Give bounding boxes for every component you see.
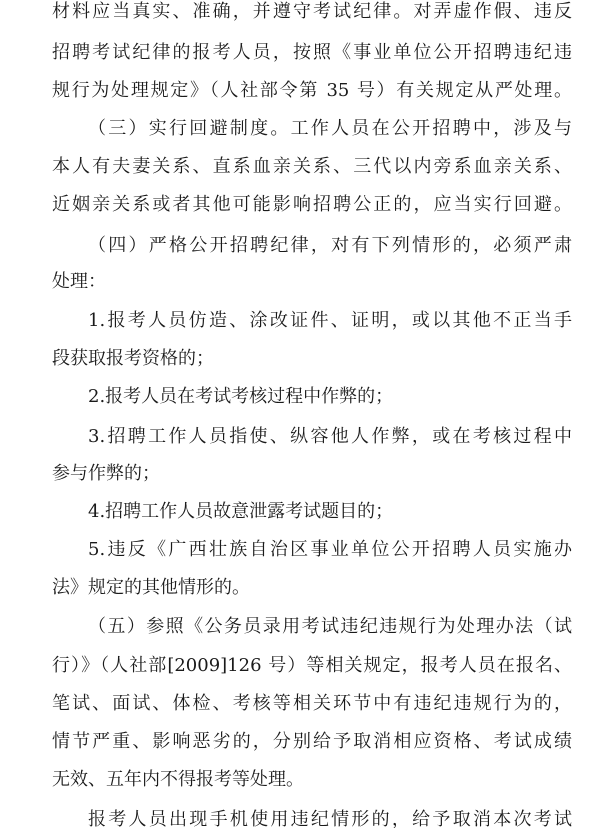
paragraph-line: 行）》（人社部[2009]126 号）等相关规定，报考人员在报名、 bbox=[52, 655, 572, 676]
paragraph-line: 招聘考试纪律的报考人员，按照《事业单位公开招聘违纪违 bbox=[52, 42, 572, 63]
paragraph-line: 笔试、面试、体检、考核等相关环节中有违纪违规行为的， bbox=[52, 693, 572, 714]
paragraph-line: 法》规定的其他情形的。 bbox=[52, 577, 250, 598]
paragraph-line: 参与作弊的； bbox=[52, 463, 160, 484]
list-item-4: 4.招聘工作人员故意泄露考试题目的； bbox=[88, 501, 394, 522]
paragraph-line: 处理： bbox=[52, 271, 106, 292]
list-item-3: 3.招聘工作人员指使、纵容他人作弊，或在考核过程中 bbox=[88, 426, 572, 447]
list-item-2: 2.报考人员在考试考核过程中作弊的； bbox=[88, 386, 394, 407]
paragraph-line: 近姻亲关系或者其他可能影响招聘公正的，应当实行回避。 bbox=[52, 194, 572, 215]
paragraph-line: 报考人员出现手机使用违纪情形的，给予取消本次考试 bbox=[88, 809, 572, 828]
list-item-5: 5.违反《广西壮族自治区事业单位公开招聘人员实施办 bbox=[88, 539, 572, 560]
section-heading-three: （三）实行回避制度。工作人员在公开招聘中，涉及与 bbox=[88, 118, 572, 139]
list-item-1: 1.报考人员仿造、涂改证件、证明，或以其他不正当手 bbox=[88, 310, 572, 331]
paragraph-line: 无效、五年内不得报考等处理。 bbox=[52, 769, 304, 790]
paragraph-line: 规行为处理规定》（人社部令第 35 号）有关规定从严处理。 bbox=[52, 80, 572, 101]
section-heading-four: （四）严格公开招聘纪律，对有下列情形的，必须严肃 bbox=[88, 235, 572, 256]
paragraph-line: 本人有夫妻关系、直系血亲关系、三代以内旁系血亲关系、 bbox=[52, 156, 572, 177]
paragraph-line: 材料应当真实、准确，并遵守考试纪律。对弄虚作假、违反 bbox=[52, 1, 572, 22]
section-heading-five: （五）参照《公务员录用考试违纪违规行为处理办法（试 bbox=[88, 616, 572, 637]
paragraph-line: 段获取报考资格的； bbox=[52, 348, 214, 369]
paragraph-line: 情节严重、影响恶劣的，分别给予取消相应资格、考试成绩 bbox=[52, 731, 572, 752]
